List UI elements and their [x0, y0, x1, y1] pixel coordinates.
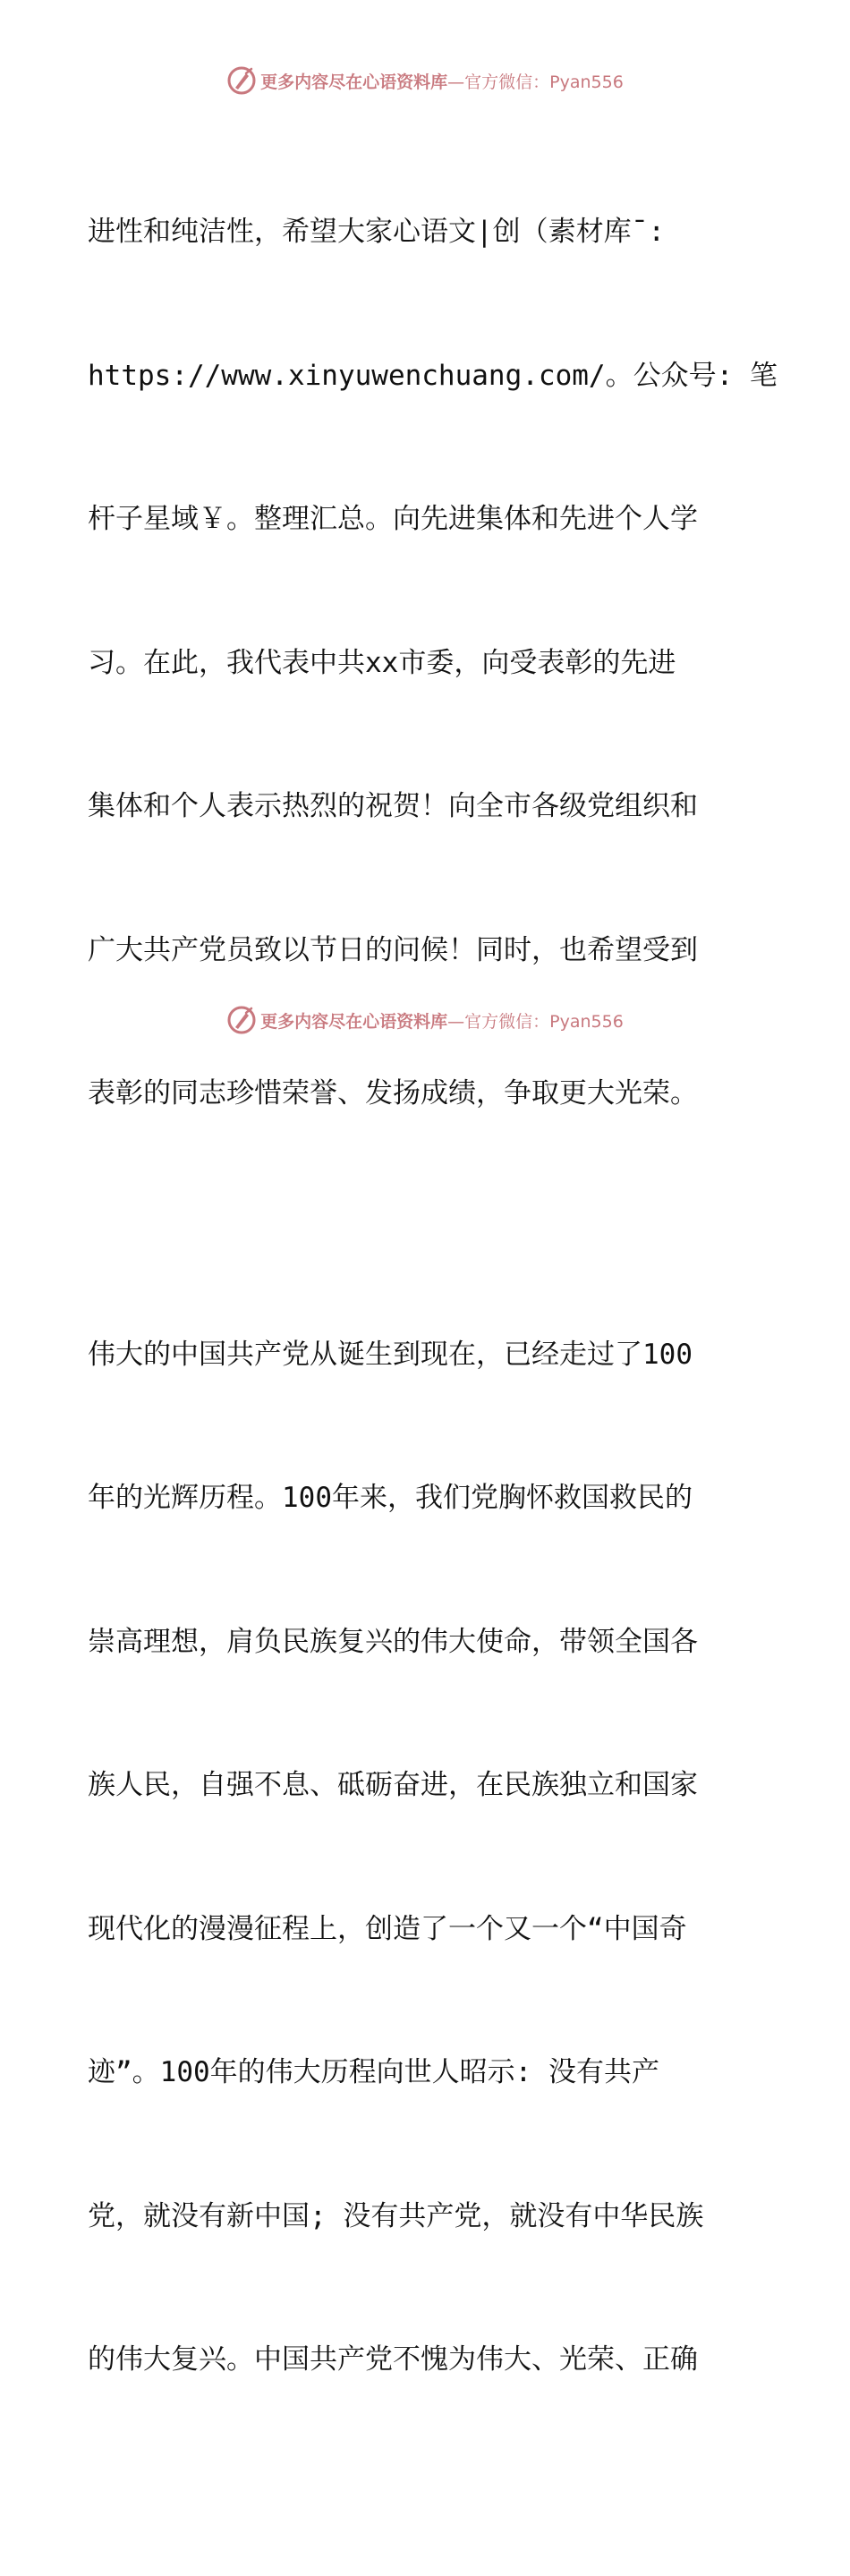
quill-seal-icon: [226, 65, 257, 96]
banner-wechat-text: —官方微信：Pyan556: [447, 72, 624, 92]
text-line: 习。在此，我代表中共xx市委，向受表彰的先进: [88, 646, 676, 679]
text-line: https://www.xinyuwenchuang.com/。公众号: 笔: [88, 359, 778, 392]
text-line: 现代化的漫漫征程上，创造了一个又一个“中国奇: [88, 1912, 687, 1945]
text-line: 的伟大复兴。中国共产党不愧为伟大、光荣、正确: [88, 2343, 698, 2376]
header-banner: [0, 63, 850, 98]
text-line: 杆子星域￥。整理汇总。向先进集体和先进个人学: [88, 503, 698, 535]
quill-seal-icon: [226, 1005, 257, 1035]
text-line: 崇高理想，肩负民族复兴的伟大使命，带领全国各: [88, 1625, 698, 1658]
document-body: [88, 113, 778, 2576]
text-line: 广大共产党员致以节日的问候！同时，也希望受到: [88, 933, 698, 966]
banner-brand-text: 更多内容尽在心语资料库: [260, 1011, 448, 1032]
text-line: 党，就没有新中国; 没有共产党，就没有中华民族: [88, 2199, 704, 2232]
text-line: 族人民，自强不息、砥砺奋进，在民族独立和国家: [88, 1769, 698, 1801]
text-line: 伟大的中国共产党从诞生到现在，已经走过了100: [88, 1338, 693, 1371]
text-line: 进性和纯洁性，希望大家心语文|创（素材库¯:: [88, 216, 665, 248]
paragraph: [88, 113, 778, 1214]
text-line: 迹”。100年的伟大历程向世人昭示: 没有共产: [88, 2056, 659, 2088]
paragraph: [88, 1236, 768, 2576]
text-line: 集体和个人表示热烈的祝贺！向全市各级党组织和: [88, 790, 698, 822]
text-line: 年的光辉历程。100年来，我们党胸怀救国救民的: [88, 1482, 693, 1514]
footer-banner: [0, 1002, 850, 1038]
text-line: 表彰的同志珍惜荣誉、发扬成绩，争取更大光荣。: [88, 1077, 698, 1109]
banner-wechat-text: —官方微信：Pyan556: [447, 1011, 624, 1032]
banner-brand-text: 更多内容尽在心语资料库: [260, 72, 448, 92]
